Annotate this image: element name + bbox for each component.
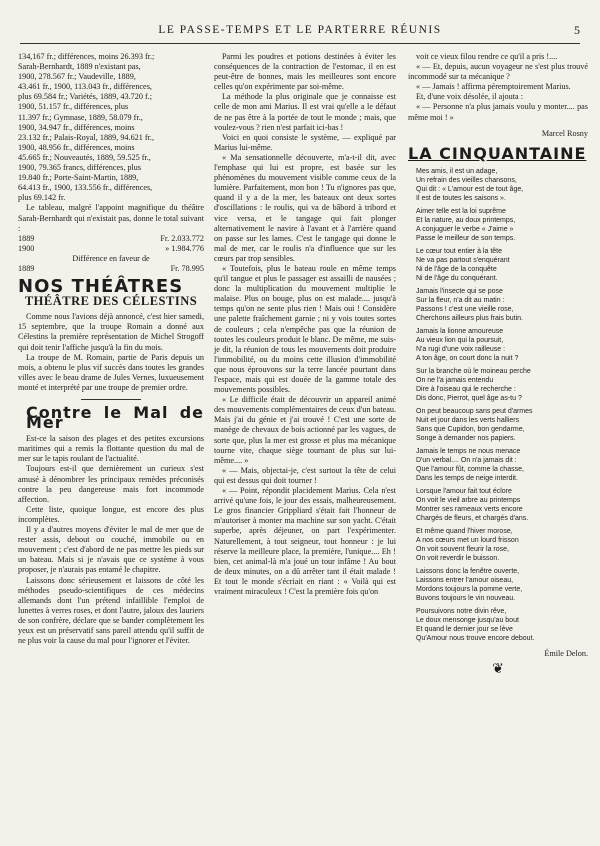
poem-line: Chargés de fleurs, et chargés d'ans. (416, 514, 529, 522)
article-paragraph: Voici en quoi consiste le système, — expliqué par Marius lui-même. (214, 132, 396, 152)
poem-line: Sur la fleur, n'a dit au matin : (416, 296, 505, 304)
poem-stanza (416, 327, 588, 363)
difference-value: Fr. 78.995 (170, 263, 204, 273)
article-paragraph: « — Personne n'a plus jamais voulu y monter.... pas même moi ! » (408, 102, 588, 122)
poem-line: Passons ! c'est une vieille rose, (416, 305, 514, 313)
article-paragraph: « — Et, depuis, aucun voyageur ne s'est plus trouvé incommodé sur ta mécanique ? (408, 62, 588, 82)
figure-line: 1900, 48.956 fr., différences, moins (18, 142, 135, 152)
poem-stanza (416, 487, 588, 523)
poem-line: Dans les temps de neige interdit. (416, 474, 518, 482)
poem-line: Mes amis, il est un adage, (416, 167, 498, 175)
figure-line: plus 69.142 fr. (18, 193, 66, 203)
poem-line: Un refrain des vieilles chansons, (416, 176, 517, 184)
poem-line: Laissons entrer l'amour oiseau, (416, 576, 514, 584)
poem-line: N'a rugi d'une voix railleuse : (416, 345, 506, 353)
poem-stanza (416, 447, 588, 483)
poem-stanza (416, 527, 588, 563)
article-paragraph: « Le difficile était de découvrir un appareil animé des mouvements complémentaires de ceux d'un bateau. Mais j'ai du génie et j'ai trouvé ! C'est une sorte de manège de chevaux de bois actionné par les vagues, de sorte que, plus la mer est grosse et plus ma mécanique tourne vite, chaque siège tournant de plus sur lui-même.... » (214, 395, 396, 465)
article-paragraph: « Toutefois, plus le bateau roule en même temps qu'il tangue et plus le passager est assailli de nausées ; donc la multiplication du mouvement multiplie le malaise. Plus on bouge, plus on est malade.... jusqu'à temps qu'on ne sente plus rien ! Mais oui ! Considère une palette fraîchement garnie ; ni y vois toutes sortes de couleurs ; cela n'empêche pas que la réunion de toutes les couleurs produit le blanc. De même, me suis-je dit, la réunion de tous les mouvements doit produire l'immobilité, ou du moins cette illusion d'immobilité que nous éprouvons sur la terre lancée pourtant dans l'espace, mais qui est douée de la gamme totale des mouvements possibles. (214, 263, 396, 395)
poem-stanza (416, 567, 588, 603)
figure-line: 23.132 fr.; Palais-Royal, 1889, 94.621 fr., (18, 132, 154, 142)
article-paragraph: voit ce vieux filou rendre ce qu'il a pris !.... (416, 52, 558, 61)
poem-line: Jamais la lionne amoureuse (416, 327, 504, 335)
poem-stanza (416, 407, 588, 443)
total-row-1889 (18, 234, 204, 244)
difference-label: Différence en faveur de (72, 253, 150, 263)
poem-line: On peut beaucoup sans peut d'armes (416, 407, 533, 415)
figure-line: 11.397 fr.; Gymnase, 1889, 58.079 fr., (18, 112, 143, 122)
celestins-paragraph: La troupe de M. Romain, partie de Paris depuis un mois, a obtenu le plus vif succès dans toutes les grandes villes avec le beau drame de Jules Vernes, luxueusement monté et interprété par une troupe de premier ordre. (18, 352, 204, 392)
figure-line: 1900, 51.157 fr., différences, plus (18, 102, 129, 112)
total-value: Fr. 2.033.772 (160, 233, 204, 243)
poem-line: Dis donc, Pierrot, quel âge as-tu ? (416, 394, 522, 402)
poem-line: On voit le vieil arbre au printemps (416, 496, 521, 504)
poem-line: Ne va pas partout s'enquérant (416, 256, 510, 264)
poem-stanza (416, 167, 588, 203)
mal-paragraph: Est-ce la saison des plages et des petites excursions maritimes qui a remis la flottante question du mal de mer sur le tapis roulant de l'actualité. (18, 434, 204, 464)
heading-celestins: THÉÂTRE DES CÉLESTINS (24, 294, 198, 309)
mal-paragraph: Toujours est-il que dernièrement un curieux s'est amusé à dénombrer les principaux remèdes préconisés contre la peu dangereuse mais fort incommode affection. (18, 464, 204, 504)
poem-line: On voit souvent fleurir la rose, (416, 545, 509, 553)
mal-paragraph: Laissons donc sérieusement et laissons de côté les méthodes pseudo-scientifiques de ces médecins allemands dont l'un prétend infaillible l'emploi de lunettes à verres roses, et dont l'autre, jaloux des lauriers de son confrère, déclare que se bander complètement les yeux est un préservatif sans pareil attendu qu'il suffit de ne plus voir la cause du mal pour l'ignorer et l'éviter. (18, 575, 204, 646)
poem-line: Dire à l'oiseau qui le recherche : (416, 385, 516, 393)
mal-paragraph: Il y a d'autres moyens d'éviter le mal de mer que de rester assis, debout ou couché, immobile ou en mouvement ; c'est d'abord de ne pas mettre les pieds sur un bateau. Mais si je n'avais que ce système à vous proposer, je n'aurais pas entamé le chapitre. (18, 525, 204, 575)
total-year: 1900 (18, 243, 35, 253)
poem-author: Émile Delon. (544, 648, 588, 658)
poem-line: Jamais le temps ne nous menace (416, 447, 521, 455)
poem-line: Songe à demander nos papiers. (416, 434, 516, 442)
poem-line: Laissons donc la fenêtre ouverte, (416, 567, 520, 575)
poem-line: Buvons toujours le vin nouveau. (416, 594, 516, 602)
poem-stanza (416, 247, 588, 283)
column-2 (214, 52, 396, 597)
poem-line: Lorsque l'amour fait tout éclore (416, 487, 512, 495)
poem-line: Il est de toutes les saisons ». (416, 194, 506, 202)
poem-line: On voit reverdir le buisson. (416, 554, 500, 562)
poem-line: D'un verbal.... On n'a jamais dit : (416, 456, 517, 464)
poem-line: Au vieux lion qui la poursuit, (416, 336, 504, 344)
figure-line: 64.413 fr., 1900, 133.556 fr., différences, (18, 183, 153, 193)
column-1 (18, 52, 204, 646)
article-paragraph: Parmi les poudres et potions destinées à éviter les conséquences de la contraction de l'estomac, il en est peut-être de bonnes, mais les meilleures sont encore celles qu'on expérimente par soi-même. (214, 52, 396, 92)
article-paragraph: La méthode la plus originale que je connaisse est celle de mon ami Marius. Il est vrai qu'elle a le défaut de ne pas être à la portée de tout le monde ; mais, que voulez-vous ? rien n'est parfait ici-bas ! (214, 92, 396, 132)
poem-line: A conjuguer le verbe « J'aime » (416, 225, 514, 233)
figure-line: 43.461 fr., 1900, 113.043 fr., différences, (18, 82, 152, 92)
poem-line: A nos cœurs met un lourd frisson (416, 536, 519, 544)
poem-line: Jamais l'insecte qui se pose (416, 287, 503, 295)
poem-line: Nuit et jour dans les verts halliers (416, 416, 520, 424)
heading-nos-theatres: NOS THÉÂTRES (18, 276, 184, 298)
poem-line: Sans que Cupidon, bon gendarme, (416, 425, 525, 433)
poem-line: On ne l'a jamais entendu (416, 376, 494, 384)
article-paragraph: « Ma sensationnelle découverte, m'a-t-il dit, avec l'emphase qui lui est propre, est basée sur les phénomènes du mouvement visible comme ceux de la lumière. Parfaitement, mon bon ! Tu n'ignores pas que, quand il y a de la mer, les bateaux ont deux sortes d'oscillations : le roulis, qui va de bâbord à tribord et vice versa, et le tangage qui fait plonger alternativement le navire à l'avant et à l'arrière quand on passe sur les lames. C'est le tangage qui donne le mal de mer, car le roulis n'a d'influence que sur les cœurs par trop sensibles. (214, 152, 396, 263)
poem-line: Le cœur tout entier à la tête (416, 247, 502, 255)
article-paragraph: Et, d'une voix désolée, il ajouta : (416, 92, 523, 102)
poem-line: Qui dit : « L'amour est de tout âge, (416, 185, 524, 193)
poem-line: Et quand le dernier jour se lève (416, 625, 513, 633)
poem-title: LA CINQUANTAINE (408, 143, 587, 163)
poem-line: Et la nature, au doux printemps, (416, 216, 516, 224)
journal-title: LE PASSE-TEMPS ET LE PARTERRE RÉUNIS (158, 24, 442, 36)
poem-body (416, 167, 588, 643)
total-row-1900 (18, 244, 204, 254)
celestins-paragraph: Comme nous l'avions déjà annoncé, c'est hier samedi, 15 septembre, que la troupe Romain a donné aux Célestins la première représentation de Michel Strogoff qui doit tenir l'affiche jusqu'à la fin du mois. (18, 312, 204, 352)
figure-line: 19.840 fr.; Porte-Saint-Martin, 1889, (18, 173, 139, 183)
page-header (20, 22, 580, 44)
difference-row (18, 264, 204, 274)
poem-line: Ni de l'âge de la conquête (416, 265, 497, 273)
figure-line: 1900, 79.365 francs, différences, plus (18, 163, 142, 173)
poem-line: Que l'amour fût, comme la chasse, (416, 465, 524, 473)
poem-line: Passe le meilleur de son temps. (416, 234, 516, 242)
tableau-intro: Le tableau, malgré l'appoint magnifique du théâtre Sarah-Bernhardt qui n'existait pas, donne le total suivant : (18, 203, 204, 233)
poem-line: Ni de l'âge du conquérant. (416, 274, 498, 282)
poem-line: Qu'Amour nous trouve encore debout. (416, 634, 535, 642)
mal-paragraph: Cette liste, quoique longue, est encore des plus incomplètes. (18, 504, 204, 524)
poem-line: Montrer ses rameaux verts encore (416, 505, 523, 513)
poem-line: Sur la branche où le moineau perche (416, 367, 531, 375)
figure-line: 1900, 278.567 fr.; Vaudeville, 1889, (18, 72, 136, 82)
figure-line: plus 69.584 fr.; Variétés, 1889, 43.720 f.; (18, 92, 153, 102)
poem-line: Le doux mensonge jusqu'au bout (416, 616, 519, 624)
figure-line: 45.665 fr.; Nouveautés, 1889, 59.525 fr., (18, 152, 151, 162)
article-signature: Marcel Rosny (541, 128, 588, 138)
figure-line: 1900, 34.947 fr., différences, moins (18, 122, 135, 132)
article-paragraph: « — Mais, objectai-je, c'est surtout la tête de celui qui est dessus qui doit tourner ! (214, 465, 396, 485)
column-3 (408, 52, 588, 675)
poem-stanza (416, 367, 588, 403)
flourish-ornament: ❦ (492, 661, 504, 677)
figure-line: 134,167 fr.; différences, moins 26.393 fr.; (18, 52, 155, 61)
total-value: » 1.984.776 (165, 243, 204, 253)
poem-line: Aimer telle est la loi suprême (416, 207, 506, 215)
article-paragraph: « — Point, répondit placidement Marius. Cela n'est arrivé qu'une fois, le jour des essais, malheureusement. Le gros financier Grippliard s'était fait l'honneur de m'autoriser à monter ma machine sur son yacht. C'était superbe, après déjeuner, on part l'expérimenter. Naturellement, à tout seigneur, tout honneur : je lui réserve la meilleure place, la première, l'unique.... Eh ! bien, cet animal-là m'a joué un tour infâme ! Au bout de deux minutes, on a dû arrêter tant il était malade ! Et tout le monde s'écriait en riant : « Voilà qui est vraiment miraculeux ! C'est la première fois qu'on (214, 486, 396, 596)
poem-stanza (416, 287, 588, 323)
poem-line: Poursuivons notre divin rêve, (416, 607, 507, 615)
poem-stanza (416, 207, 588, 243)
poem-line: Et même quand l'hiver morose, (416, 527, 513, 535)
poem-line: A ton âge, on court donc la nuit ? (416, 354, 519, 362)
difference-year: 1889 (18, 263, 35, 273)
page-number: 5 (574, 23, 580, 37)
poem-stanza (416, 607, 588, 643)
figure-line: Sarah-Bernhardt, 1889 n'existant pas, (18, 62, 141, 72)
poem-line: Cherchons ailleurs plus frais butin. (416, 314, 523, 322)
total-year: 1889 (18, 233, 35, 243)
heading-mal-de-mer: Contre le Mal de Mer (26, 403, 204, 433)
section-divider (81, 399, 141, 400)
article-paragraph: « — Jamais ! affirma péremptoirement Marius. (416, 82, 571, 92)
box-office-figures (18, 52, 204, 203)
poem-line: Mordons toujours la pomme verte, (416, 585, 523, 593)
